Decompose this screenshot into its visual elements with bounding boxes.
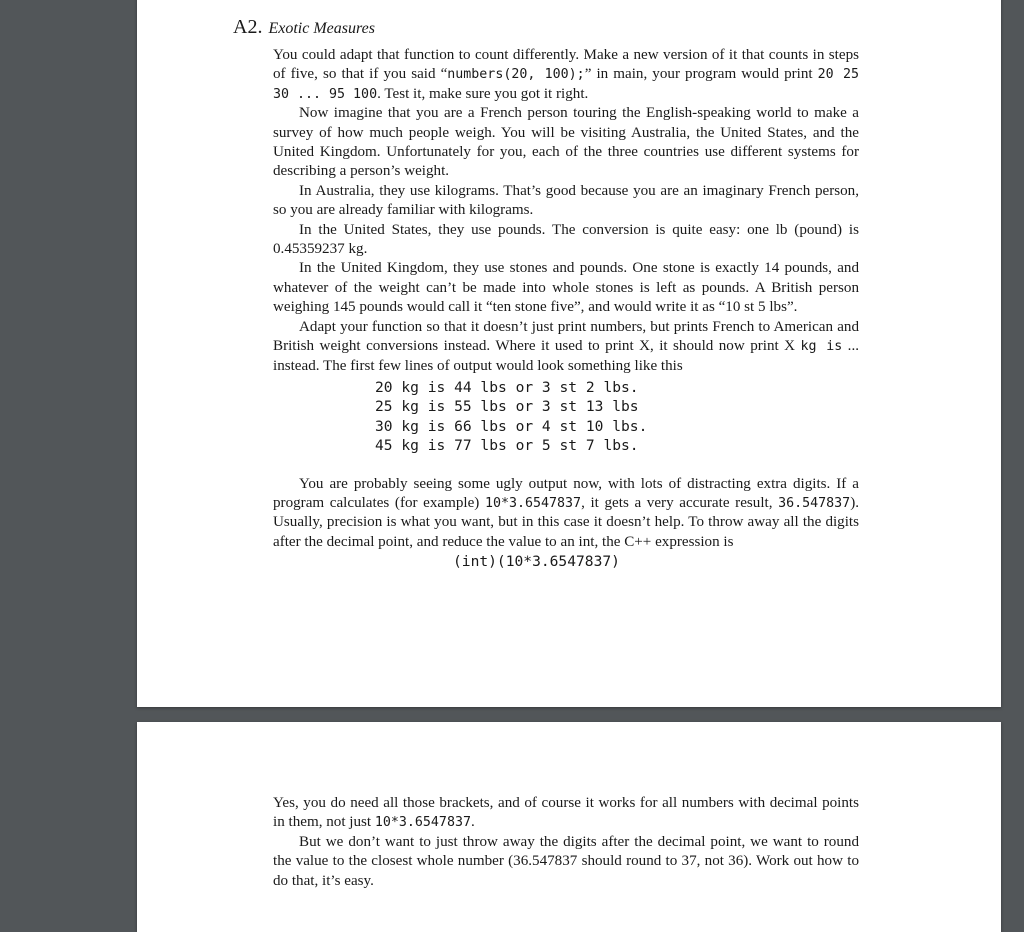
section-number: A2. bbox=[233, 16, 263, 38]
inline-code: 10*3.6547837 bbox=[484, 495, 582, 511]
paragraph-steps-of-five: You could adapt that function to count differently. Make a new version of it that counts in steps of five, so that if you said “numbers(20, 100);” in main, your program would print 20 25 30 ... 95 100. Test it, make sure you got it right. bbox=[273, 47, 860, 102]
inline-code: 20 25 30 ... 95 100 bbox=[273, 67, 860, 102]
paragraph-united-kingdom: In the United Kingdom, they use stones and pounds. One stone is exactly 14 pounds, and whatever of the weight can’t be made into whole stones is left as pounds. A British person weighing 145 pounds would call it “ten stone five”, and would write it as “10 st 5 lbs”. bbox=[273, 260, 859, 316]
paragraph-united-states: In the United States, they use pounds. The conversion is quite easy: one lb (pound) is 0.45359237 kg. bbox=[273, 221, 859, 258]
code-line: 45 kg is 77 lbs or 5 st 7 lbs. bbox=[375, 437, 639, 455]
page-2-body bbox=[273, 794, 859, 891]
code-line: 25 kg is 55 lbs or 3 st 13 lbs bbox=[375, 398, 639, 416]
inline-code: 36.547837 bbox=[778, 495, 851, 511]
int-cast-expression: (int)(10*3.6547837) bbox=[453, 553, 620, 571]
inline-code: 10*3.6547837 bbox=[374, 815, 471, 831]
paragraph-french-person: Now imagine that you are a French person touring the English-speaking world to make a survey of how much people weigh. You will be visiting Australia, the United States, and the United Kingdom. Unfortunately for you, each of the three countries use different systems for describing a person’s weight. bbox=[273, 105, 859, 180]
section-heading bbox=[233, 16, 375, 39]
document-page-2 bbox=[137, 722, 1001, 932]
paragraph-australia: In Australia, they use kilograms. That’s good because you are an imaginary French person, so you are already familiar with kilograms. bbox=[273, 182, 859, 219]
paragraph-brackets: Yes, you do need all those brackets, and of course it works for all numbers with decimal points in them, not just 10*3.6547837. bbox=[273, 795, 859, 831]
paragraph-adapt-function: Adapt your function so that it doesn’t just print numbers, but prints French to American and British weight conversions instead. Where it used to print X, it should now print X kg is ... instead. The first few lines of output would look something like this bbox=[273, 318, 860, 374]
paragraph-rounding: But we don’t want to just throw away the digits after the decimal point, we want to round the value to the closest whole number (36.547837 should round to 37, not 36). Work out how to do that, it’s easy. bbox=[273, 833, 859, 889]
code-line: 30 kg is 66 lbs or 4 st 10 lbs. bbox=[375, 417, 648, 435]
inline-code: kg is bbox=[800, 339, 843, 355]
paragraph-ugly-output: You are probably seeing some ugly output now, with lots of distracting extra digits. If a program calculates (for example) 10*3.6547837, it gets a very accurate result, 36.547837). Usually, precision is what you want, but in this case it doesn’t help. To throw away all the digits after the decimal point, and reduce the value to an int, the C++ expression is bbox=[273, 475, 859, 550]
section-title: Exotic Measures bbox=[268, 20, 375, 37]
code-line: 20 kg is 44 lbs or 3 st 2 lbs. bbox=[375, 378, 639, 396]
document-page-1 bbox=[137, 0, 1001, 707]
sample-output-code-block bbox=[375, 378, 859, 456]
inline-code: numbers(20, 100); bbox=[447, 67, 585, 83]
page-1-body bbox=[273, 46, 859, 572]
